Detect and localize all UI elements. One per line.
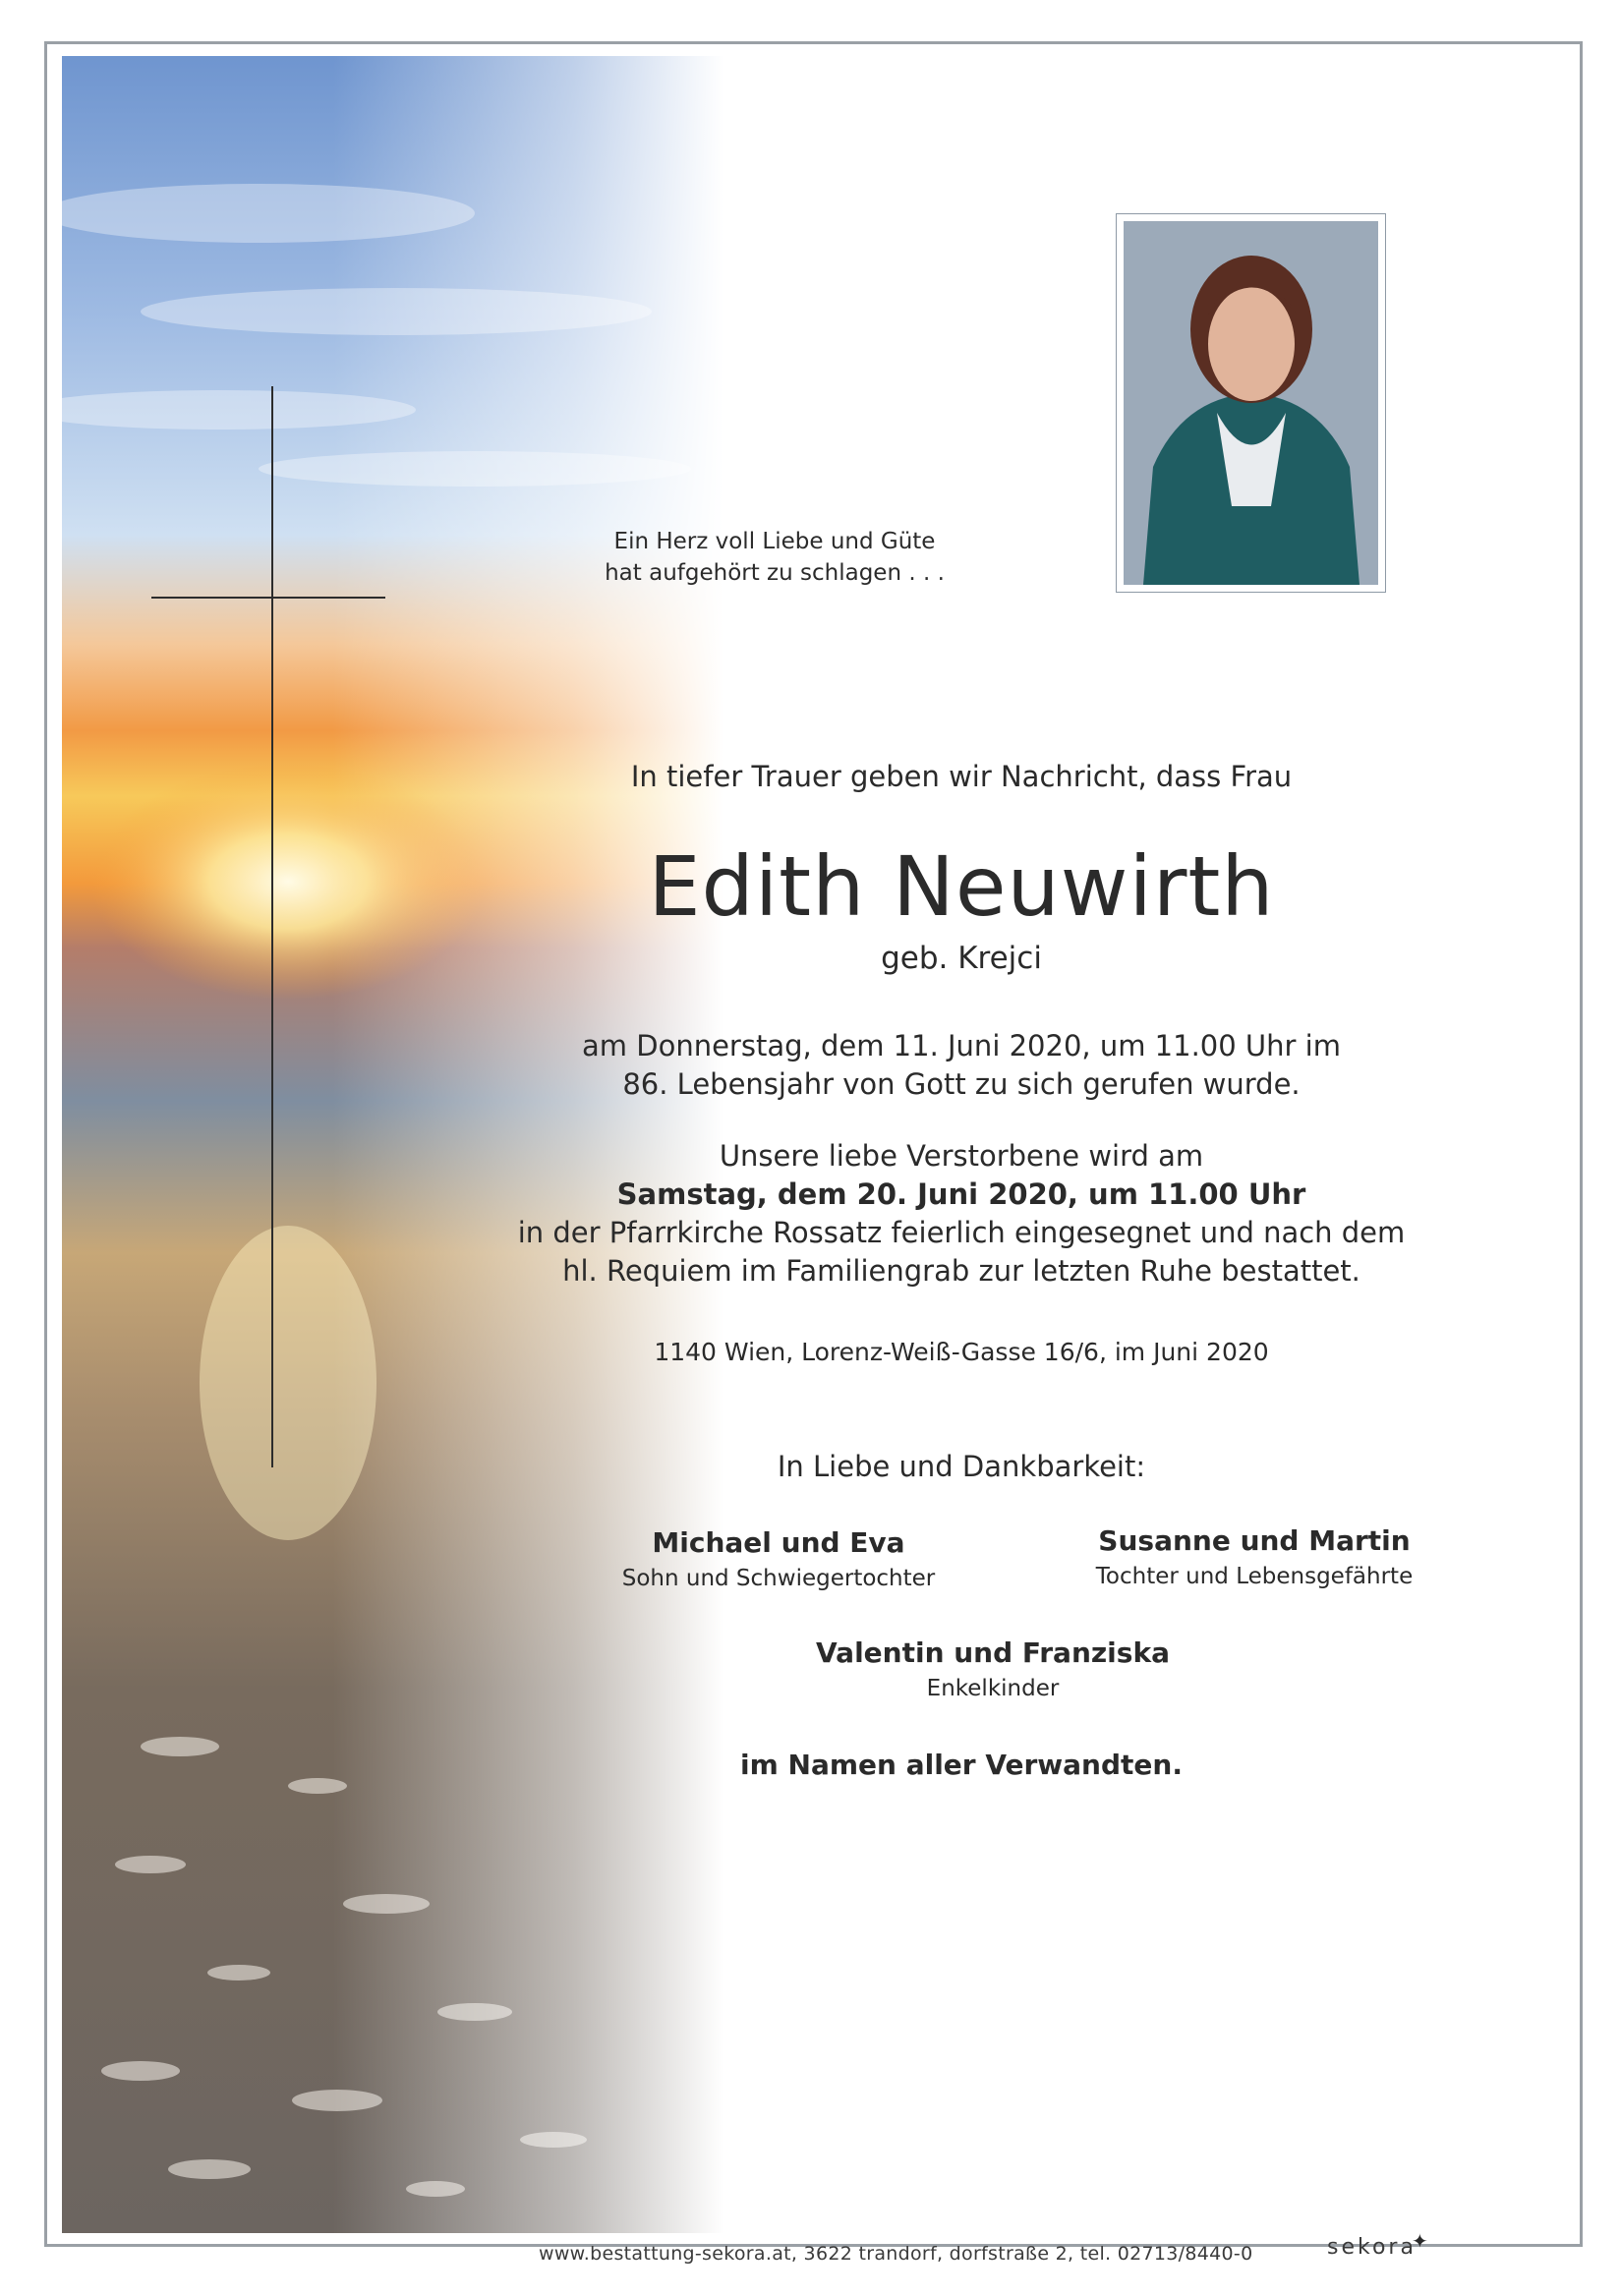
funeral-line-1: Unsere liebe Verstorbene wird am [719,1139,1204,1173]
death-line-1: am Donnerstag, dem 11. Juni 2020, um 11.00 Uhr im [582,1029,1341,1062]
funeral-line-3: hl. Requiem im Familiengrab zur letzten Ruhe bestattet. [562,1254,1360,1288]
mourner-entry [767,1635,1219,1705]
mourner-entry [552,1524,1005,1595]
mourner-relation: Tochter und Lebensgefährte [1095,1564,1414,1589]
mourners-heading: In Liebe und Dankbarkeit: [777,1450,1146,1483]
mourner-relation: Enkelkinder [926,1676,1060,1701]
mourner-relation: Sohn und Schwiegertochter [621,1566,936,1591]
bird-icon: ✦ [1412,2229,1428,2253]
address-line: 1140 Wien, Lorenz-Weiß-Gasse 16/6, im Juni 2020 [654,1338,1269,1366]
closing-line: im Namen aller Verwandten. [740,1749,1183,1781]
cross-vertical-bar [271,386,273,1467]
portrait-photo [1116,213,1386,593]
sekora-logo [1327,2229,1445,2270]
funeral-date: Samstag, dem 20. Juni 2020, um 11.00 Uhr [616,1177,1306,1211]
quote-line-2: hat aufgehört zu schlagen . . . [605,560,945,586]
death-line-2: 86. Lebensjahr von Gott zu sich gerufen wurde. [622,1067,1301,1101]
logo-wordmark: sekora [1327,2235,1417,2260]
death-notice [470,1027,1453,1104]
funeral-line-2: in der Pfarrkirche Rossatz feierlich eingesegnet und nach dem [517,1216,1406,1249]
footer-contact: www.bestattung-sekora.at, 3622 trandorf, dorfstraße 2, tel. 02713/8440-0 [539,2243,1253,2265]
mourner-names: Susanne und Martin [1098,1524,1411,1557]
obituary-sheet [44,41,1583,2247]
memorial-quote [558,526,991,589]
mourner-names: Valentin und Franziska [816,1636,1170,1669]
announcement-intro: In tiefer Trauer geben wir Nachricht, dass Frau [630,760,1293,793]
mourner-names: Michael und Eva [652,1526,905,1559]
mourner-entry [1028,1522,1480,1593]
cross-horizontal-bar [151,597,385,599]
quote-line-1: Ein Herz voll Liebe und Güte [613,529,936,554]
maiden-name: geb. Krejci [881,941,1042,976]
deceased-name: Edith Neuwirth [648,838,1275,935]
funeral-notice [470,1137,1453,1291]
